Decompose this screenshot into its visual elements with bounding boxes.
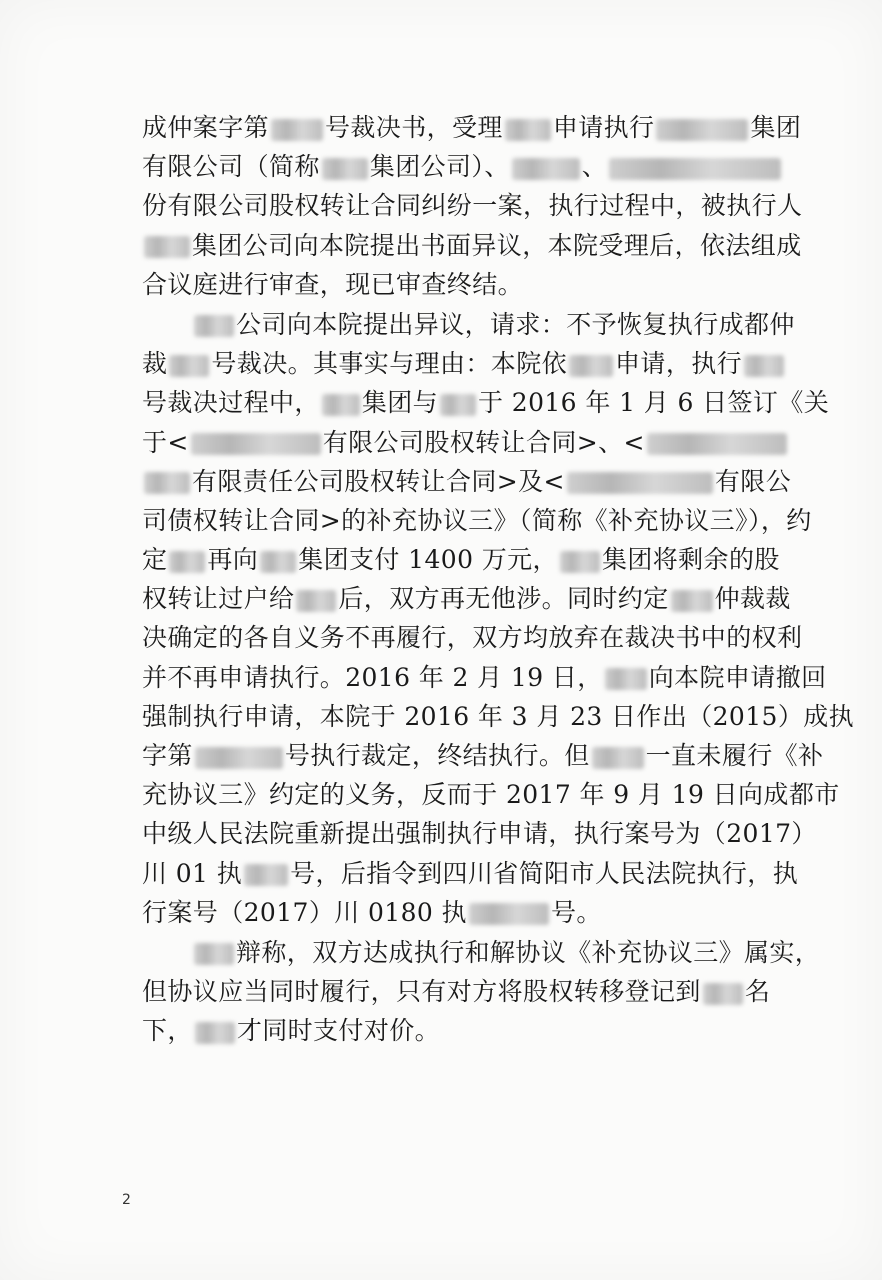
redaction — [671, 590, 713, 612]
redaction — [469, 903, 549, 925]
redaction — [169, 551, 205, 573]
redaction — [194, 315, 234, 337]
redaction — [569, 355, 613, 377]
text-line: 集团公司向本院提出书面异议，本院受理后，依法组成 — [142, 226, 782, 265]
redaction — [609, 158, 781, 180]
redaction — [322, 158, 368, 180]
redaction — [244, 864, 288, 886]
redaction — [512, 158, 580, 180]
redaction — [144, 236, 190, 258]
redaction — [194, 943, 234, 965]
text-line: 中级人民法院重新提出强制执行申请，执行案号为（2017） — [142, 819, 817, 849]
text-line: 有限公司（简称 集团公司）、 、 — [142, 147, 782, 186]
text-line: 但协议应当同时履行，只有对方将股权转移登记到 名 — [142, 977, 771, 1007]
redaction — [260, 551, 296, 573]
redaction — [169, 355, 209, 377]
text-line: 合议庭进行审查，现已审查终结。 — [142, 269, 524, 299]
text-line: 川 01 执 号，后指令到四川省简阳市人民法院执行，执 — [142, 858, 799, 888]
redaction — [605, 668, 647, 690]
redaction — [744, 355, 784, 377]
redaction — [191, 433, 321, 455]
redaction — [647, 433, 787, 455]
text-line: 决确定的各自义务不再履行，双方均放弃在裁决书中的权利 — [142, 623, 803, 653]
text-line: 份有限公司股权转让合同纠纷一案，执行过程中，被执行人 — [142, 191, 803, 221]
redaction — [560, 551, 600, 573]
redaction — [271, 119, 323, 141]
text-line: 并不再申请执行。2016 年 2 月 19 日， 向本院申请撤回 — [142, 662, 827, 692]
redaction — [296, 590, 336, 612]
document-body — [142, 108, 855, 1051]
text-line: 裁 号裁决。其事实与理由：本院依 申请，执行 — [142, 344, 782, 383]
redaction — [567, 472, 713, 494]
redaction — [592, 747, 644, 769]
redaction — [195, 747, 283, 769]
redaction — [195, 1022, 235, 1044]
page-number: 2 — [122, 1192, 131, 1208]
text-line: 强制执行申请，本院于 2016 年 3 月 23 日作出（2015）成执 — [142, 701, 855, 731]
text-line: 下， 才同时支付对价。 — [142, 1016, 441, 1046]
text-line: 充协议三》约定的义务，反而于 2017 年 9 月 19 日向成都市 — [142, 780, 840, 810]
text-line: 于< 有限公司股权转让合同>、< — [142, 423, 782, 462]
redaction — [440, 394, 476, 416]
redaction — [656, 119, 748, 141]
redaction — [505, 119, 551, 141]
text-line: 辩称，双方达成执行和解协议《补充协议三》属实， — [142, 933, 782, 972]
text-line: 定 再向 集团支付 1400 万元， 集团将剩余的股 — [142, 545, 780, 575]
redaction — [144, 472, 190, 494]
text-line: 号裁决过程中， 集团与 于 2016 年 1 月 6 日签订《关 — [142, 388, 830, 418]
text-line: 成仲案字第 号裁决书，受理 申请执行 集团 — [142, 113, 802, 142]
text-line: 有限责任公司股权转让合同>及< 有限公 — [142, 462, 782, 501]
redaction — [322, 394, 360, 416]
text-line: 司债权转让合同>的补充协议三》（简称《补充协议三》），约 — [142, 505, 812, 535]
text-line: 公司向本院提出异议，请求：不予恢复执行成都仲 — [142, 305, 782, 344]
text-line: 字第 号执行裁定，终结执行。但 一直未履行《补 — [142, 741, 824, 770]
text-line: 行案号（2017）川 0180 执 号。 — [142, 897, 602, 927]
redaction — [703, 983, 743, 1005]
text-line: 权转让过户给 后，双方再无他涉。同时约定 仲裁裁 — [142, 584, 791, 614]
